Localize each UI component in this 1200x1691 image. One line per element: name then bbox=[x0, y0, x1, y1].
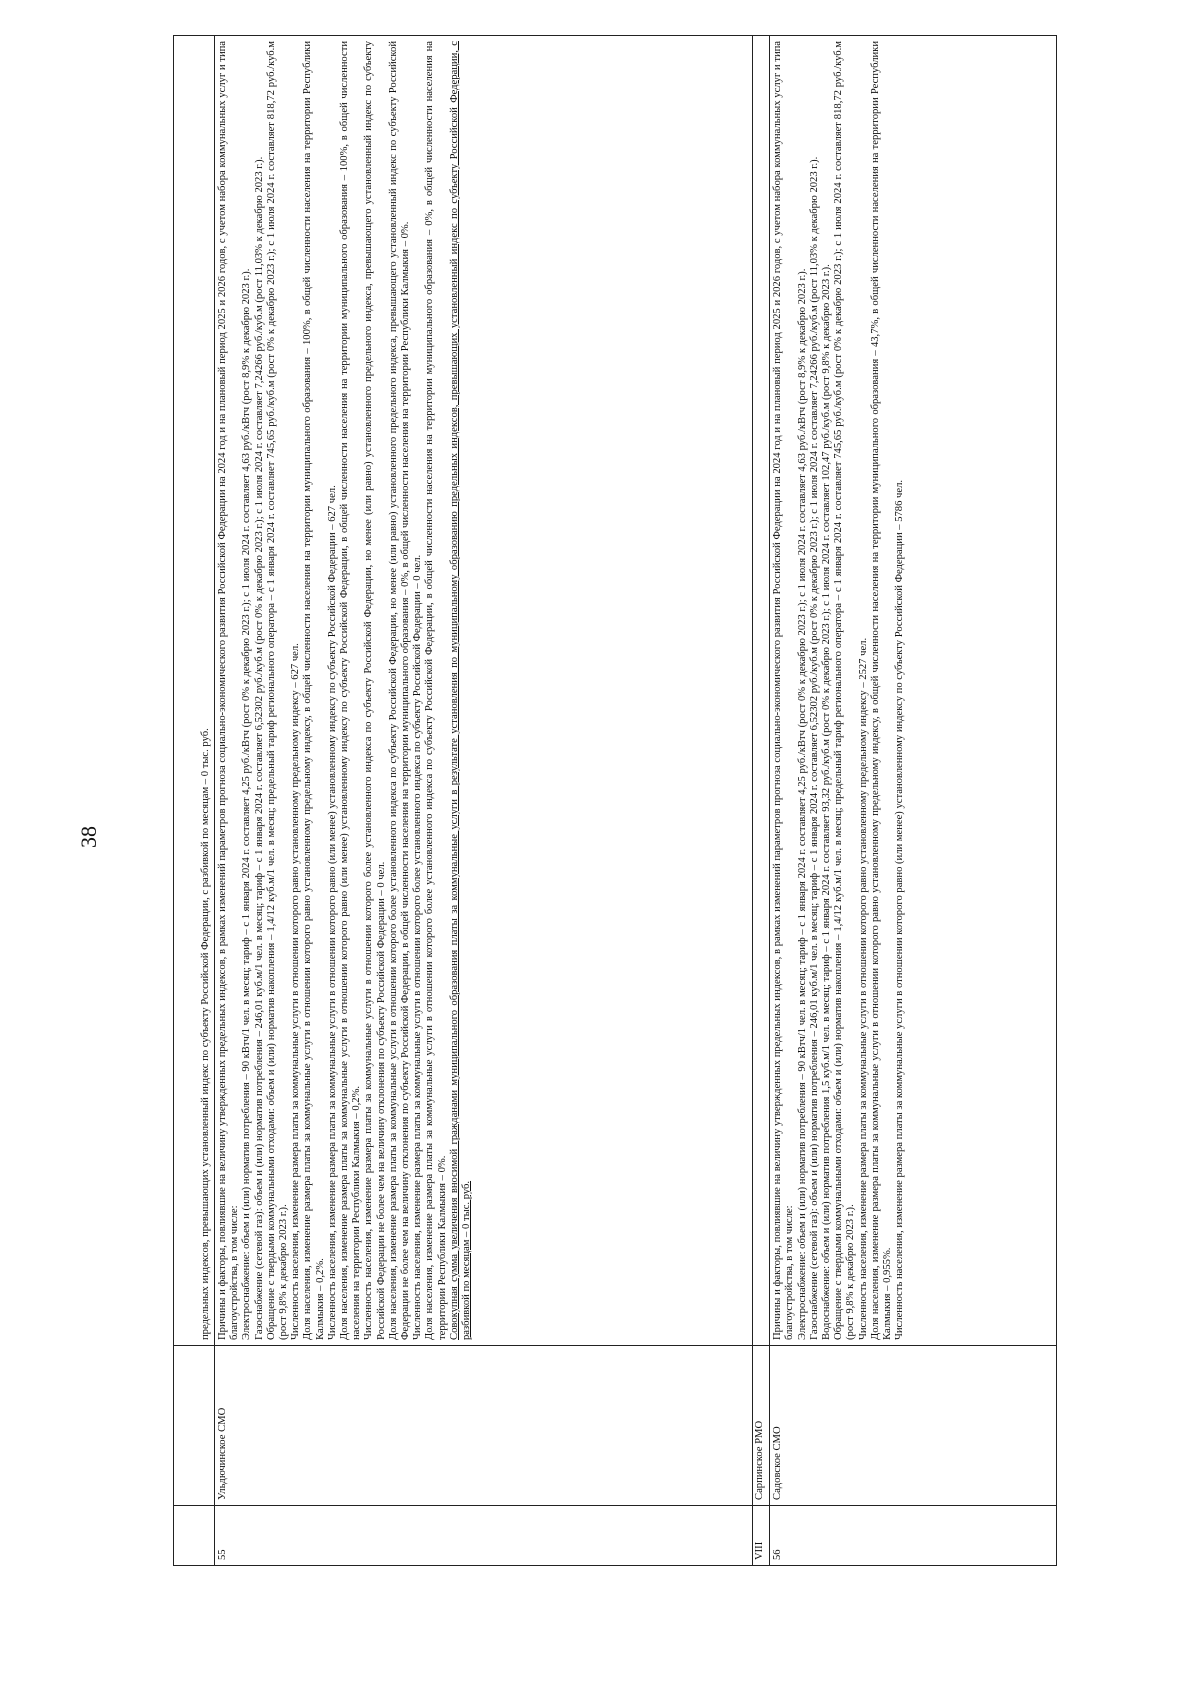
page-number: 38 bbox=[76, 826, 101, 848]
table-row-continuation bbox=[174, 36, 215, 1566]
text-line: Численность населения, изменение размера платы за коммунальные услуги в отношении которого равно установленному предельному индексу – 627 чел. bbox=[290, 643, 302, 1340]
text-line: Газоснабжение (сетевой газ): объем и (или) норматив потребления – 246,01 куб.м/1 чел. в месяц; тариф – с 1 января 2024 г. составляет 6,52302 руб./куб.м (рост 0% к декабрю 2023 г.); с 1 июля 2024 г. составляет 7,24266 руб./куб.м (рост 11,03% к декабрю 2023 г.). bbox=[253, 156, 265, 1340]
table-row-56 bbox=[770, 36, 1057, 1566]
continuation-text: предельных индексов, превышающих установленный индекс по субъекту Российской Федерации, с разбивкой по месяцам – 0 тыс. руб. bbox=[174, 36, 215, 1346]
municipality-name: Ульдючинское СМО bbox=[215, 1346, 753, 1506]
text-line: Газоснабжение (сетевой газ): объем и (или) норматив потребления – 246,01 куб.м/1 чел. в месяц; тариф – с 1 января 2024 г. составляет 6,52302 руб./куб.м (рост 0% к декабрю 2023 г.); с 1 июля 2024 г. составляет 7,24266 руб./куб.м (рост 11,03% к декабрю 2023 г.). bbox=[808, 156, 820, 1340]
text-line: Доля населения, изменение размера платы за коммунальные услуги в отношении которого равно (или менее) установленному индексу по субъекту Российской Федерации, в общей численности населения на территории муниципального образования – 100%, в общей численности населения на территории Республики Калмыкия – 0,2%. bbox=[339, 41, 363, 1340]
section-row-8 bbox=[753, 36, 770, 1566]
row-number: 55 bbox=[215, 1506, 753, 1566]
table-row-55 bbox=[215, 36, 753, 1566]
indices-table bbox=[173, 35, 1057, 1566]
text-line: Численность населения, изменение размера платы за коммунальные услуги в отношении которого более установленного индекса по субъекту Российской Федерации – 0 чел. bbox=[412, 554, 424, 1340]
text-line: Численность населения, изменение размера платы за коммунальные услуги в отношении которого более установленного индекса по субъекту Российской Федерации, но менее (или равно) установленного предельного индекса, превышающего установленный индекс по субъекту Российской Федерации не более чем на величину отклонения по субъекту Российской Федерации – 0 чел. bbox=[363, 41, 387, 1340]
section-name: Сарпинское РМО bbox=[753, 1346, 770, 1506]
section-number: VIII bbox=[753, 1506, 770, 1566]
text-line: Доля населения, изменение размера платы за коммунальные услуги в отношении которого более установленного индекса по субъекту Российской Федерации, в общей численности населения на территории муниципального образования – 0%, в общей численности населения на территории Республики Калмыкия – 0%. bbox=[424, 41, 448, 1340]
rotated-page bbox=[173, 36, 1057, 1566]
text-line: Доля населения, изменение размера платы за коммунальные услуги в отношении которого более установленного индекса по субъекту Российской Федерации, но менее (или равно) установленного предельного индекса, превышающего установленный индекс по субъекту Российской Федерации не более чем на величину отклонения по субъекту Российской Федерации, в общей численности населения на территории муниципального образования – 0%, в общей численности населения на территории Республики Калмыкия – 0%. bbox=[387, 41, 412, 1340]
cell-empty bbox=[174, 1346, 215, 1506]
row-description bbox=[770, 36, 1057, 1346]
text-line: Электроснабжение: объем и (или) норматив потребления – 90 кВтч/1 чел. в месяц; тариф – с 1 января 2024 г. составляет 4,25 руб./кВтч (рост 0% к декабрю 2023 г.); с 1 июля 2024 г. составляет 4,63 руб./кВтч (рост 8,9% к декабрю 2023 г.). bbox=[796, 268, 808, 1340]
text-line: Доля населения, изменение размера платы за коммунальные услуги в отношении которого равно установленному предельному индексу, в общей численности населения на территории муниципального образования – 100%, в общей численности населения на территории Республики Калмыкия – 0,2%. bbox=[302, 41, 326, 1340]
text-line: Численность населения, изменение размера платы за коммунальные услуги в отношении которого равно установленному предельному индексу – 2527 чел. bbox=[857, 637, 869, 1340]
text-line: Доля населения, изменение размера платы за коммунальные услуги в отношении которого равно установленному предельному индексу, в общей численности населения на территории муниципального образования – 43,7%, в общей численности населения на территории Республики Калмыкия – 0,955%. bbox=[869, 41, 894, 1340]
text-line: Численность населения, изменение размера платы за коммунальные услуги в отношении которого равно (или менее) установленному индексу по субъекту Российской Федерации – 627 чел. bbox=[326, 485, 338, 1340]
row-description bbox=[215, 36, 753, 1346]
municipality-name: Садовское СМО bbox=[770, 1346, 1057, 1506]
text-line: Причины и факторы, повлиявшие на величину утвержденных предельных индексов, в рамках изменений параметров прогноза социально-экономического развития Российской Федерации на 2024 год и на плановый период 2025 и 2026 годов, с учетом набора коммунальных услуг и типа благоустройства, в том числе: bbox=[772, 41, 796, 1340]
text-line: Численность населения, изменение размера платы за коммунальные услуги в отношении которого равно (или менее) установленному индексу по субъекту Российской Федерации – 5786 чел. bbox=[894, 479, 906, 1340]
text-line: Обращение с твердыми коммунальными отходами: объем и (или) норматив накопления – 1,4/12 куб.м/1 чел. в месяц; предельный тариф регионального оператора – с 1 января 2024 г. составляет 745,65 руб./куб.м (рост 0% к декабрю 2023 г.); с 1 июля 2024 г. составляет 818,72 руб./куб.м (рост 9,8% к декабрю 2023 г.). bbox=[265, 41, 290, 1340]
cell-empty bbox=[174, 1506, 215, 1566]
text-line: Водоснабжение: объем и (или) норматив потребления 1,5 куб.м/1 чел. в месяц; тариф – с 1 января 2024 г. составляет 93,32 руб./куб.м (рост 0% к декабрю 2023 г.); с 1 июля 2024 г. составляет 102,47 руб./куб.м (рост 9,8% к декабрю 2023 г.). bbox=[821, 264, 832, 1340]
text-line: Причины и факторы, повлиявшие на величину утвержденных предельных индексов, в рамках изменений параметров прогноза социально-экономического развития Российской Федерации на 2024 год и на плановый период 2025 и 2026 годов, с учетом набора коммунальных услуг и типа благоустройства, в том числе: bbox=[217, 41, 241, 1340]
row-number: 56 bbox=[770, 1506, 1057, 1566]
text-line: Обращение с твердыми коммунальными отходами: объем и (или) норматив накопления – 1,4/12 куб.м/1 чел. в месяц; предельный тариф регионального оператора – с 1 января 2024 г. составляет 745,65 руб./куб.м (рост 0% к декабрю 2023 г.); с 1 июля 2024 г. составляет 818,72 руб./куб.м (рост 9,8% к декабрю 2023 г.). bbox=[833, 41, 857, 1340]
text-line: Электроснабжение: объем и (или) норматив потребления – 90 кВтч/1 чел. в месяц; тариф – с 1 января 2024 г. составляет 4,25 руб./кВтч (рост 0% к декабрю 2023 г.); с 1 июля 2024 г. составляет 4,63 руб./кВтч (рост 8,9% к декабрю 2023 г.). bbox=[241, 268, 253, 1340]
text-line: Совокупная сумма увеличения вносимой гражданами муниципального образования платы за коммунальные услуги в результате установления по муниципальному образованию предельных индексов, превышающих установленный индекс по субъекту Российской Федерации, с разбивкой по месяцам – 0 тыс. руб. bbox=[448, 41, 473, 1340]
cell-empty bbox=[753, 36, 770, 1346]
